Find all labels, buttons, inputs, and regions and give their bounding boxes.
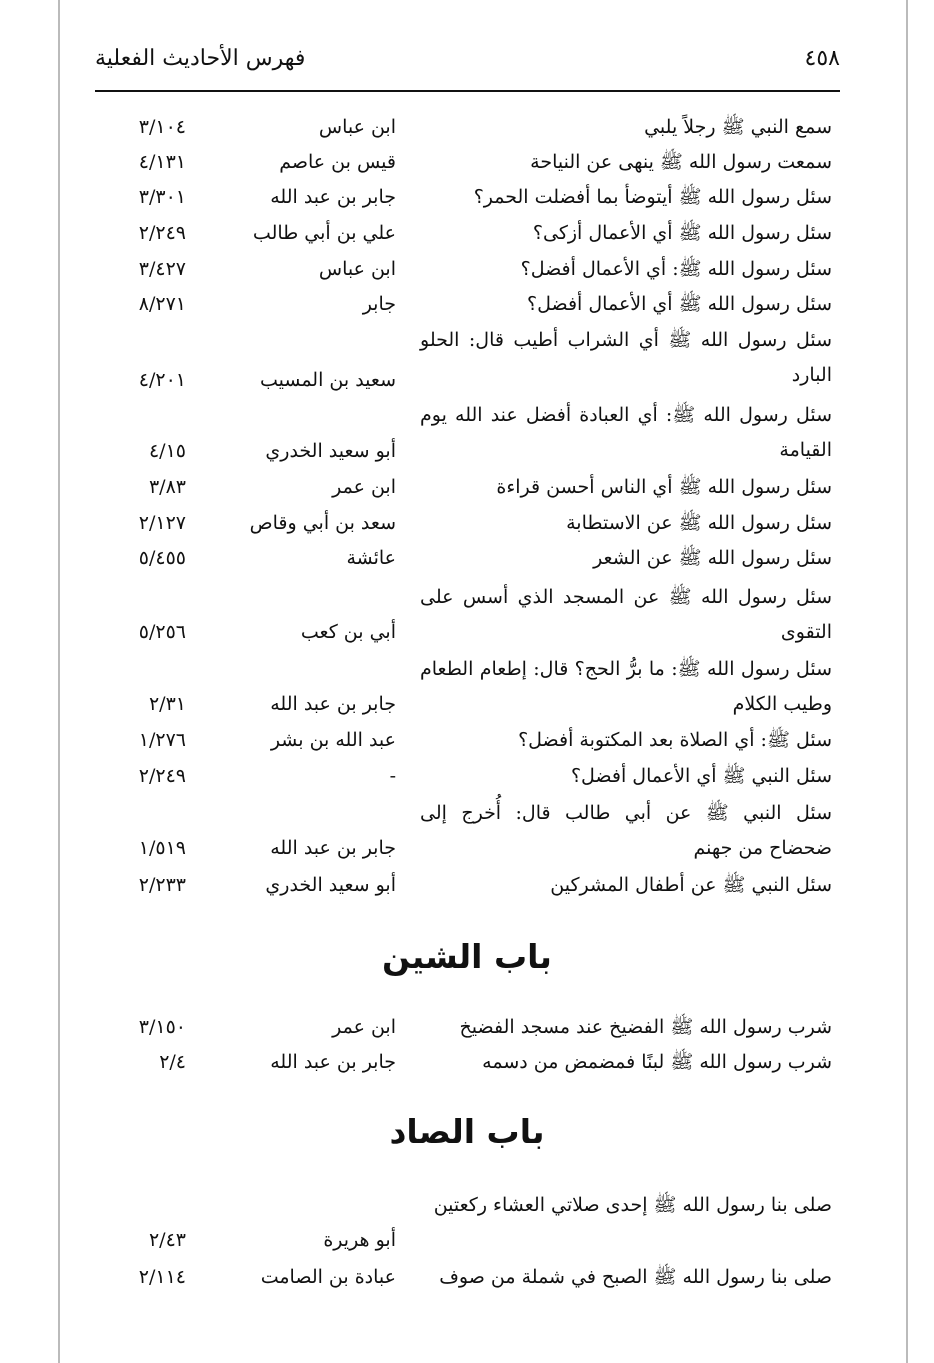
volume-page-ref: ٢/٣١ (148, 693, 186, 715)
hadith-text: شرب رسول الله ﷺ لبنًا فمضمض من دسمه (482, 1051, 832, 1073)
hadith-text: سئل رسول الله ﷺ: ما برُّ الحج؟ قال: إطعام الطعام وطيب الكلام (420, 658, 832, 715)
narrator: عبادة بن الصامت (260, 1266, 396, 1288)
narrator: جابر بن عبد الله (270, 837, 396, 859)
hadith-text: سمعت رسول الله ﷺ ينهى عن النياحة (530, 151, 832, 173)
volume-page-ref: ٤/١٥ (148, 440, 186, 462)
hadith-text: سئل رسول الله ﷺ أي الشراب أطيب قال: الحلو البارد (420, 329, 832, 386)
chapter-heading-shin: باب الشين (382, 937, 552, 976)
volume-page-ref: ٢/٢٤٩ (138, 222, 186, 244)
header-rule (95, 90, 840, 92)
hadith-text: سئل رسول الله ﷺ: أي الأعمال أفضل؟ (520, 258, 832, 280)
narrator: أبو سعيد الخدري (265, 440, 396, 462)
narrator: ابن عباس (318, 116, 396, 138)
volume-page-ref: ٣/١٠٤ (138, 116, 186, 138)
left-page-edge (58, 0, 60, 1363)
volume-page-ref: ٨/٢٧١ (138, 293, 186, 315)
narrator: عبد الله بن بشر (270, 729, 396, 751)
narrator: ابن عمر (332, 1016, 396, 1038)
volume-page-ref: ٢/١١٤ (138, 1266, 186, 1288)
hadith-text: صلى بنا رسول الله ﷺ الصبح في شملة من صوف (439, 1266, 832, 1288)
hadith-text: سمع النبي ﷺ رجلاً يلبي (644, 116, 832, 138)
narrator: قيس بن عاصم (279, 151, 396, 173)
page-number: ٤٥٨ (804, 46, 840, 71)
narrator: ابن عمر (332, 476, 396, 498)
running-title: فهرس الأحاديث الفعلية (95, 46, 306, 71)
hadith-text: سئل النبي ﷺ عن أطفال المشركين (550, 874, 832, 896)
volume-page-ref: ٢/٤ (159, 1051, 186, 1073)
narrator: جابر بن عبد الله (270, 1051, 396, 1073)
volume-page-ref: ٥/٢٥٦ (138, 621, 186, 643)
narrator: سعيد بن المسيب (259, 369, 396, 391)
hadith-text: سئل رسول الله ﷺ عن الاستطابة (566, 512, 832, 534)
volume-page-ref: ٢/١٢٧ (138, 512, 186, 534)
narrator: عائشة (346, 547, 396, 569)
volume-page-ref: ٤/١٣١ (138, 151, 186, 173)
hadith-text: سئل رسول الله ﷺ أي الأعمال أفضل؟ (527, 293, 832, 315)
narrator: أبو هريرة (323, 1229, 396, 1251)
volume-page-ref: ٢/٢٣٣ (138, 874, 186, 896)
narrator: أبي بن كعب (300, 621, 396, 643)
right-page-edge (906, 0, 908, 1363)
hadith-text: سئل رسول الله ﷺ عن المسجد الذي أسس على التقوى (420, 586, 832, 643)
volume-page-ref: ١/٢٧٦ (138, 729, 186, 751)
volume-page-ref: ٣/١٥٠ (138, 1016, 186, 1038)
narrator: جابر بن عبد الله (270, 693, 396, 715)
volume-page-ref: ٣/٤٢٧ (138, 258, 186, 280)
narrator: جابر بن عبد الله (270, 186, 396, 208)
hadith-text: سئل ﷺ: أي الصلاة بعد المكتوبة أفضل؟ (518, 729, 832, 751)
hadith-text: سئل النبي ﷺ عن أبي طالب قال: أُخرج إلى ضحضاح من جهنم (420, 802, 832, 859)
hadith-text: سئل رسول الله ﷺ عن الشعر (593, 547, 832, 569)
hadith-text: سئل رسول الله ﷺ: أي العبادة أفضل عند الله يوم القيامة (420, 404, 832, 461)
hadith-text: سئل النبي ﷺ أي الأعمال أفضل؟ (570, 765, 832, 787)
hadith-text: سئل رسول الله ﷺ أي الناس أحسن قراءة (496, 476, 832, 498)
narrator: - (389, 765, 396, 787)
narrator: علي بن أبي طالب (252, 222, 396, 244)
volume-page-ref: ١/٥١٩ (138, 837, 186, 859)
volume-page-ref: ٥/٤٥٥ (138, 547, 186, 569)
hadith-text: صلى بنا رسول الله ﷺ إحدى صلاتي العشاء ركعتين (433, 1194, 832, 1216)
narrator: سعد بن أبي وقاص (249, 512, 396, 534)
volume-page-ref: ٣/٨٣ (148, 476, 186, 498)
volume-page-ref: ٤/٢٠١ (138, 369, 186, 391)
hadith-text: شرب رسول الله ﷺ الفضيخ عند مسجد الفضيخ (459, 1016, 832, 1038)
page-header (95, 42, 840, 82)
volume-page-ref: ٢/٢٤٩ (138, 765, 186, 787)
hadith-text: سئل رسول الله ﷺ أي الأعمال أزكى؟ (532, 222, 832, 244)
chapter-heading-sad: باب الصاد (389, 1112, 545, 1151)
volume-page-ref: ٣/٣٠١ (138, 186, 186, 208)
narrator: جابر (362, 293, 396, 315)
narrator: ابن عباس (318, 258, 396, 280)
narrator: أبو سعيد الخدري (265, 874, 396, 896)
hadith-text: سئل رسول الله ﷺ أيتوضأ بما أفضلت الحمر؟ (473, 186, 832, 208)
volume-page-ref: ٢/٤٣ (148, 1229, 186, 1251)
